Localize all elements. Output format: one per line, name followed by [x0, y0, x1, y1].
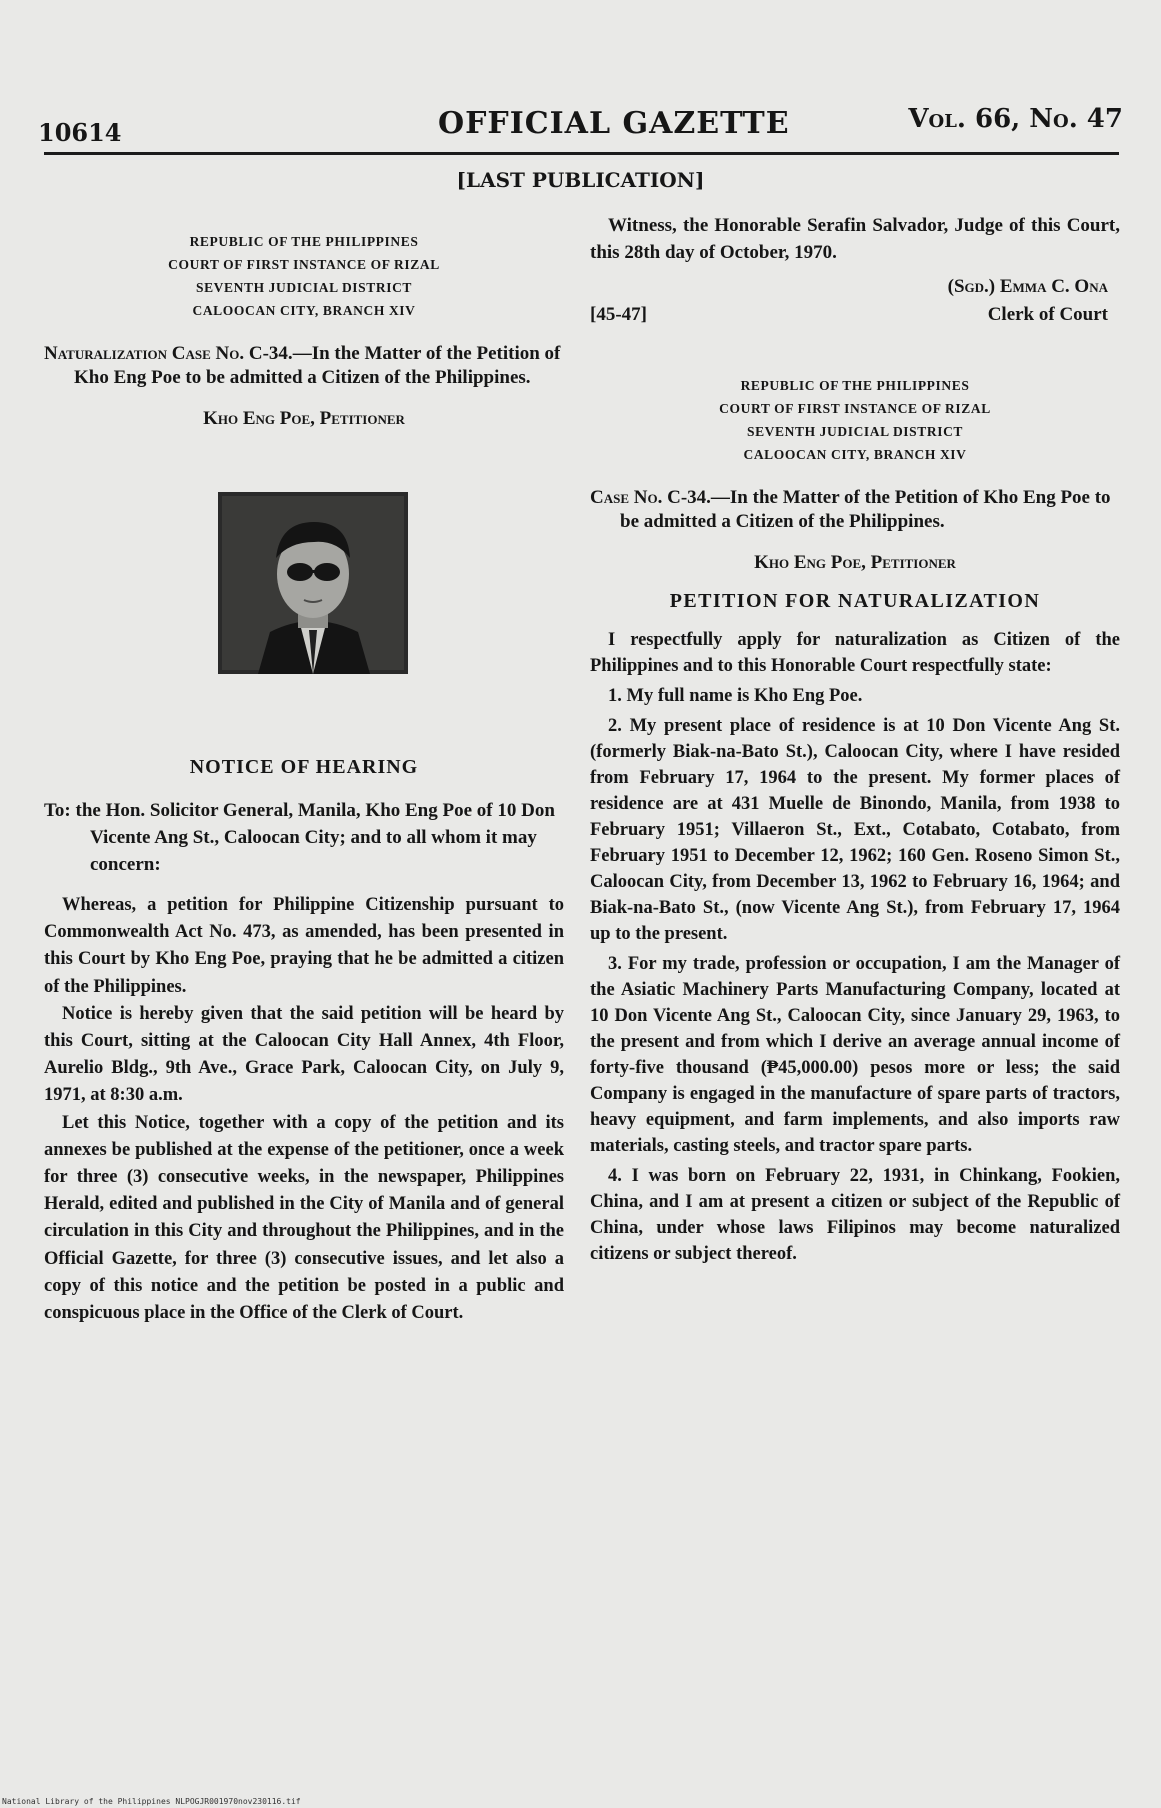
petition-item-4: 4. I was born on February 22, 1931, in Chinkang, Fookien, China, and I am at present a citizen or subject of the Republic of China, under whose laws Filipinos may become naturalized citizens or subject thereof. — [590, 1166, 1120, 1264]
header-rule — [44, 152, 1119, 155]
notice-paragraph-3: Let this Notice, together with a copy of the petition and its annexes be published at the expense of the petitioner, once a week for three (3) consecutive weeks, in the newspaper, Philippines Herald, edited and published in the City of Manila and of general circulation in this City and throughout the Philippines, and in the Official Gazette, for three (3) consecutive issues, and let also a copy of this notice and the petition be posted in a public and conspicuous place in the Office of the Clerk of Court. — [44, 1112, 564, 1324]
notice-paragraph-2: Notice is hereby given that the said petition will be heard by this Court, sitting at the Caloocan City Hall Annex, 4th Floor, Aurelio Bldg., 9th Ave., Grace Park, Caloocan City, on July 9, 1971, at 8:30 a.m. — [44, 1003, 564, 1106]
case-title — [44, 342, 564, 390]
petition-heading: PETITION FOR NATURALIZATION — [669, 590, 1041, 612]
page-number: 10614 — [38, 118, 122, 147]
signatory-title: Clerk of Court — [987, 304, 1108, 325]
witness-paragraph: Witness, the Honorable Serafin Salvador, Judge of this Court, this 28th day of October, 1970. — [590, 215, 1120, 263]
court-line: SEVENTH JUDICIAL DISTRICT — [195, 280, 413, 295]
case-label: Naturalization Case No. C-34. — [44, 343, 293, 364]
court-caption-right — [590, 374, 1120, 466]
petition-item-1: 1. My full name is Kho Eng Poe. — [608, 686, 863, 706]
case-text: —In the Matter of the Petition of Kho Eng Poe to be admitted a Citizen of the Philippines. — [620, 487, 1111, 532]
scan-footer: National Library of the Philippines NLPOGJR001970nov230116.tif — [2, 1797, 301, 1806]
court-line: REPUBLIC OF THE PHILIPPINES — [740, 378, 970, 393]
signature-block — [590, 272, 1120, 334]
right-column — [590, 212, 1120, 1271]
petitioner-line-right: Kho Eng Poe, Petitioner — [754, 552, 956, 573]
petition-intro: I respectfully apply for naturalization as Citizen of the Philippines and to this Honorable Court respectfully state: — [590, 630, 1120, 676]
running-header — [38, 100, 1123, 148]
court-line: COURT OF FIRST INSTANCE OF RIZAL — [168, 257, 440, 272]
court-line: COURT OF FIRST INSTANCE OF RIZAL — [719, 401, 991, 416]
court-line: SEVENTH JUDICIAL DISTRICT — [746, 424, 964, 439]
notice-addressees: To: the Hon. Solicitor General, Manila, Kho Eng Poe of 10 Don Vicente Ang St., Caloocan City; and to all whom it may concern: — [44, 800, 555, 875]
publication-reference: [45-47] — [590, 304, 647, 325]
publication-title: OFFICIAL GAZETTE — [438, 106, 790, 141]
court-line: CALOOCAN CITY, BRANCH XIV — [743, 447, 967, 462]
left-column — [44, 220, 564, 1327]
petition-item-3: 3. For my trade, profession or occupation, I am the Manager of the Asiatic Machinery Parts Manufacturing Company, located at 10 Don Vicente Ang St., Caloocan City, since January 29, 1963, to the present and from which I derive an average annual income of forty-five thousand (₱45,000.00) pesos more or less; the said Company is engaged in the manufacture of spare parts of tractors, heavy equipment, and farm implements, and also imports raw materials, casting steels, and tractor spare parts. — [590, 954, 1120, 1156]
notice-paragraph-1: Whereas, a petition for Philippine Citizenship pursuant to Commonwealth Act No. 473, as amended, has been presented in this Court by Kho Eng Poe, praying that he be admitted a citizen of the Philippines. — [44, 895, 564, 997]
last-publication-label: [LAST PUBLICATION] — [456, 168, 705, 192]
petitioner-line: Kho Eng Poe, Petitioner — [203, 408, 405, 429]
petitioner-photo — [218, 492, 408, 674]
case-label: Case No. C-34. — [590, 487, 711, 508]
petitioner-portrait-image — [218, 492, 408, 674]
case-text: —In the Matter of the Petition of Kho Eng Poe to be admitted a Citizen of the Philippines. — [74, 343, 561, 388]
court-line: REPUBLIC OF THE PHILIPPINES — [189, 234, 419, 249]
court-line: CALOOCAN CITY, BRANCH XIV — [192, 303, 416, 318]
case-title-right — [590, 486, 1120, 534]
signatory: (Sgd.) Emma C. Ona — [947, 276, 1108, 297]
notice-heading: NOTICE OF HEARING — [189, 756, 419, 778]
petition-item-2: 2. My present place of residence is at 10 Don Vicente Ang St. (formerly Biak-na-Bato St.), Caloocan City, where I have resided from February 17, 1964 to the present. My former places of residence are at 431 Muelle de Binondo, Manila, from 1938 to February 1951; Villaeron St., Ext., Cotabato, Cotabato, from February 1951 to December 12, 1962; 160 Gen. Roseno Simon St., Caloocan City, from December 13, 1962 to February 16, 1964; and Biak-na-Bato St., (now Vicente Ang St.), from February 17, 1964 up to the present. — [590, 716, 1120, 944]
court-caption — [44, 230, 564, 322]
volume-number: Vol. 66, No. 47 — [908, 104, 1123, 134]
